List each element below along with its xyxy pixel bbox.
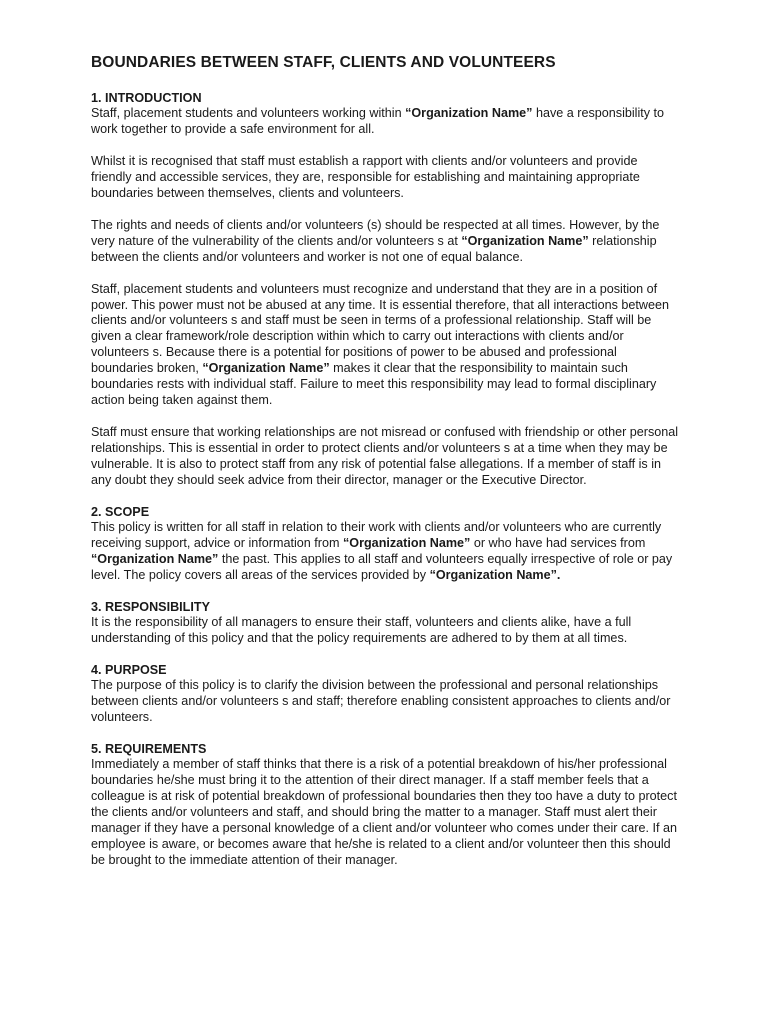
paragraph bbox=[91, 282, 681, 409]
text-run: Whilst it is recognised that staff must establish a rapport with clients and/or volunteers and provide friendly and accessible services, they are, responsible for establishing and maintaining appropriate boundaries between themselves, clients and volunteers. bbox=[91, 154, 640, 201]
paragraph bbox=[91, 425, 681, 489]
document-body bbox=[91, 91, 681, 869]
paragraph bbox=[91, 615, 681, 647]
text-run: The rights and needs of clients and/or volunteers (s) should be respected at all times. However, by the very nature of the vulnerability of the clients and/or volunteers s at bbox=[91, 217, 660, 248]
section-2 bbox=[91, 505, 681, 584]
paragraph bbox=[91, 678, 681, 726]
section-heading: 2. SCOPE bbox=[91, 504, 150, 519]
section-heading: 1. INTRODUCTION bbox=[91, 91, 202, 105]
organization-name: “Organization Name” bbox=[405, 106, 533, 121]
text-run: relationship between the clients and/or volunteers and worker is not one of equal balance. bbox=[91, 233, 657, 264]
text-run: This policy is written for all staff in relation to their work with clients and/or volunteers who are currently receiving support, advice or information from bbox=[91, 519, 662, 550]
text-run: The purpose of this policy is to clarify the division between the professional and personal relationships between clients and/or volunteers s and staff; therefore enabling consistent approaches to clients and/or volunteers. bbox=[91, 678, 671, 724]
section-1 bbox=[91, 91, 681, 489]
text-run: or who have had services from bbox=[470, 535, 646, 550]
section-4 bbox=[91, 663, 681, 726]
text-run: makes it clear that the responsibility to maintain such boundaries rests with individual staff. Failure to meet this responsibility may lead to formal disciplinary action being taken against them. bbox=[91, 361, 657, 407]
text-run: Staff, placement students and volunteers must recognize and understand that they are in a position of power. This power must not be abused at any time. It is essential therefore, that all interactions between clients and/or volunteers s and staff must be seen in terms of a professional relationship. Staff will be given a clear framework/role description within which to carry out interactions with clients and/or volunteers s. Because there is a potential for positions of power to be abused and professional boundaries broken, bbox=[91, 281, 669, 376]
section-3 bbox=[91, 600, 681, 647]
text-run: the past. This applies to all staff and volunteers equally irrespective of role or pay level. The policy covers all areas of the services provided by bbox=[91, 551, 673, 582]
paragraph bbox=[91, 106, 681, 138]
organization-name: “Organization Name”. bbox=[429, 567, 561, 582]
text-run: Immediately a member of staff thinks that there is a risk of a potential breakdown of his/her professional boundaries he/she must bring it to the attention of their direct manager. If a staff member feels that a colleague is at risk of potential breakdown of professional boundaries then they too have a duty to protect the clients and/or volunteers and staff, and should bring the matter to a manager. Staff must alert their manager if they have a personal knowledge of a client and/or volunteer who comes under their care. If an employee is aware, or becomes aware that he/she is related to a client and/or volunteer then this should be brought to the immediate attention of their manager. bbox=[91, 757, 677, 867]
paragraph bbox=[91, 154, 681, 202]
paragraph bbox=[91, 218, 681, 266]
section-heading: 3. RESPONSIBILITY bbox=[91, 599, 210, 614]
organization-name: “Organization Name” bbox=[202, 361, 330, 376]
organization-name: “Organization Name” bbox=[461, 233, 589, 248]
organization-name: “Organization Name” bbox=[91, 551, 219, 566]
paragraph bbox=[91, 520, 681, 584]
document-page bbox=[91, 54, 681, 885]
text-run: Staff must ensure that working relationships are not misread or confused with friendship or other personal relationships. This is essential in order to protect clients and/or volunteers s at a time when they may be vulnerable. It is also to protect staff from any risk of potential false allegations. If a member of staff is in any doubt they should seek advice from their director, manager or the Executive Director. bbox=[91, 424, 679, 487]
text-run: have a responsibility to work together to provide a safe environment for all. bbox=[91, 106, 665, 137]
text-run: It is the responsibility of all managers to ensure their staff, volunteers and clients alike, have a full understanding of this policy and that the policy requirements are adhered to by them at all times. bbox=[91, 614, 632, 645]
organization-name: “Organization Name” bbox=[343, 535, 471, 550]
section-heading: 5. REQUIREMENTS bbox=[91, 741, 207, 756]
paragraph bbox=[91, 757, 681, 868]
text-run: Staff, placement students and volunteers working within bbox=[91, 106, 406, 121]
document-title: BOUNDARIES BETWEEN STAFF, CLIENTS AND VOLUNTEERS bbox=[91, 54, 556, 71]
section-5 bbox=[91, 742, 681, 869]
section-heading: 4. PURPOSE bbox=[91, 662, 167, 677]
